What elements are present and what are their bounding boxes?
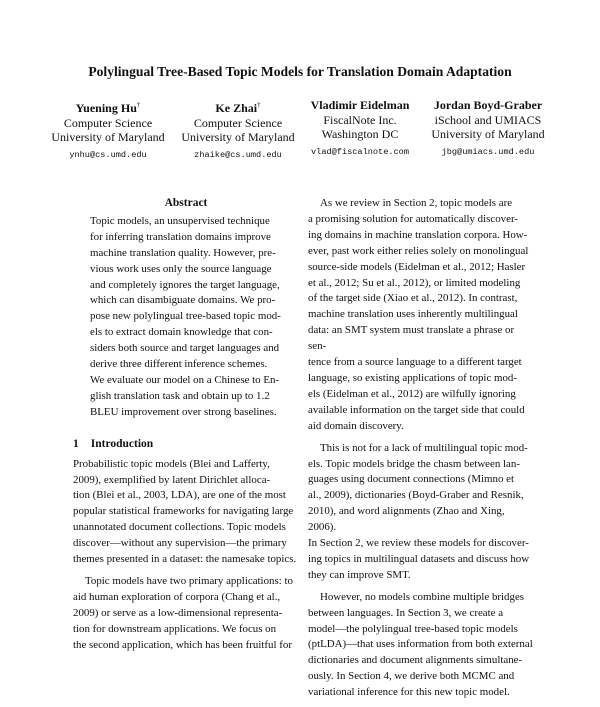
author-dept: Computer Science <box>193 115 283 130</box>
section-heading <box>73 437 299 453</box>
text-line: popular statistical frameworks for navigating large <box>73 505 294 518</box>
author-email: ynhu@cs.umd.edu <box>69 149 147 160</box>
abstract-line: els to extract domain knowledge that con- <box>90 326 273 339</box>
author-email: jbg@umiacs.umd.edu <box>441 146 535 157</box>
intro-paragraph-1 <box>73 457 299 568</box>
author-org: University of Maryland <box>431 127 545 141</box>
abstract-line: glish translation task and obtain up to 1.2 <box>90 389 270 402</box>
text-line: tion for downstream applications. We focus on <box>73 622 277 635</box>
abstract-line: machine translation quality. However, pre- <box>90 246 276 259</box>
paper-title: Polylingual Tree-Based Topic Models for Translation Domain Adaptation <box>88 64 512 79</box>
text-line: machine translation uses inherently multilingual <box>308 308 518 321</box>
text-line: data: an SMT system must translate a phrase or sen- <box>308 324 515 353</box>
text-line: aid domain discovery. <box>308 419 404 432</box>
text-line: unannotated document collections. Topic models <box>73 521 286 534</box>
text-line: dictionaries and document alignments simultane- <box>308 654 523 667</box>
text-line: between languages. In Section 3, we create a <box>308 606 504 619</box>
abstract-body <box>73 214 299 421</box>
text-line: variational inference for this new topic model. <box>308 686 510 699</box>
text-line: the second application, which has been fruitful for <box>73 638 292 651</box>
text-line: ing domains in machine translation corpora. How- <box>308 228 528 241</box>
text-line: discover—without any supervision—the primary <box>73 537 287 550</box>
abstract-line: which can disambiguate domains. We pro- <box>90 294 276 307</box>
abstract-line: and completely ignores the target language, <box>90 278 280 291</box>
abstract-line: BLEU improvement over strong baselines. <box>90 405 277 418</box>
section-number: 1 <box>73 437 79 450</box>
abstract-line: Topic models, an unsupervised technique <box>90 214 270 227</box>
text-line: ever, past work either relies solely on monolingual <box>308 244 529 257</box>
abstract-line: siders both source and target languages and <box>90 342 280 355</box>
text-line: tion (Blei et al., 2003, LDA), are one of the most <box>73 489 286 502</box>
text-line: al., 2009), dictionaries (Boyd-Graber and Resnik, <box>308 489 524 502</box>
text-line: they can improve SMT. <box>308 568 411 581</box>
text-line: els. Topic models bridge the chasm between lan- <box>308 457 520 470</box>
text-line: Topic models have two primary applications: to <box>85 574 293 587</box>
text-line: themes presented in a dataset: the namesake topics. <box>73 553 297 566</box>
text-line: 2009), exemplified by latent Dirichlet alloca- <box>73 473 271 486</box>
text-line: model—the polylingual tree-based topic models <box>308 622 518 635</box>
text-line: et al., 2012; Su et al., 2012), or limited modeling <box>308 276 521 289</box>
text-line: available information on the target side that could <box>308 403 525 416</box>
abstract-line: We evaluate our model on a Chinese to En- <box>90 373 280 386</box>
author-org: Washington DC <box>321 127 399 141</box>
text-line: However, no models combine multiple bridges <box>320 590 525 603</box>
text-line: guages using document connections (Mimno et <box>308 473 514 486</box>
text-line: ing topics in multilingual datasets and discuss how <box>308 552 530 565</box>
text-line: Probabilistic topic models (Blei and Lafferty, <box>73 457 270 470</box>
author-1 <box>43 98 173 162</box>
intro-paragraph-2 <box>73 574 299 654</box>
author-4 <box>423 98 553 159</box>
section-title: Introduction <box>90 437 154 450</box>
text-line: As we review in Section 2, topic models are <box>320 197 513 209</box>
text-line: tence from a source language to a different target <box>308 356 522 369</box>
author-mark: † <box>136 101 141 109</box>
text-line: aid human exploration of corpora (Chang et al., <box>73 590 281 603</box>
author-name: Ke Zhai <box>215 101 258 115</box>
text-line: source-side models (Eidelman et al., 2012; Hasler <box>308 260 526 273</box>
text-line: (ptLDA)—that uses information from both external <box>308 638 533 651</box>
abstract-line: for inferring translation domains improve <box>90 230 271 243</box>
author-email: zhaike@cs.umd.edu <box>194 149 282 160</box>
author-mark: † <box>257 101 261 109</box>
text-line: ously. In Section 4, we derive both MCMC and <box>308 670 515 683</box>
author-3 <box>295 98 425 159</box>
abstract-line: derive three different inference schemes. <box>90 358 268 371</box>
right-paragraph-2 <box>308 441 534 584</box>
author-name: Vladimir Eidelman <box>310 98 410 112</box>
text-line: a promising solution for automatically discover- <box>308 212 518 225</box>
abstract-heading: Abstract <box>164 197 208 209</box>
author-dept: FiscalNote Inc. <box>323 112 397 127</box>
abstract-line: vious work uses only the source language <box>90 262 272 275</box>
text-line: In Section 2, we review these models for discover- <box>308 537 529 550</box>
right-paragraph-3 <box>308 590 534 701</box>
text-line: 2009) or serve as a low-dimensional representa- <box>73 606 283 619</box>
text-line: of the target side (Xiao et al., 2012). In contrast, <box>308 292 518 305</box>
right-column <box>308 196 534 707</box>
text-line: 2010), and word alignments (Zhao and Xing, 2006). <box>308 505 505 534</box>
text-line: This is not for a lack of multilingual topic mod- <box>320 441 528 454</box>
author-name: Yuening Hu <box>75 101 137 115</box>
right-paragraph-1 <box>308 196 534 435</box>
left-column <box>73 196 299 659</box>
author-2 <box>173 98 303 162</box>
author-dept: iSchool and UMIACS <box>434 112 542 127</box>
author-dept: Computer Science <box>63 115 153 130</box>
text-line: els (Eidelman et al., 2012) are wilfully ignoring <box>308 387 516 400</box>
author-org: University of Maryland <box>51 130 165 144</box>
author-org: University of Maryland <box>181 130 295 144</box>
abstract-line: pose new polylingual tree-based topic mod- <box>90 310 281 323</box>
author-name: Jordan Boyd-Graber <box>433 98 543 112</box>
author-email: vlad@fiscalnote.com <box>311 146 409 157</box>
text-line: language, so existing applications of topic mod- <box>308 371 517 384</box>
